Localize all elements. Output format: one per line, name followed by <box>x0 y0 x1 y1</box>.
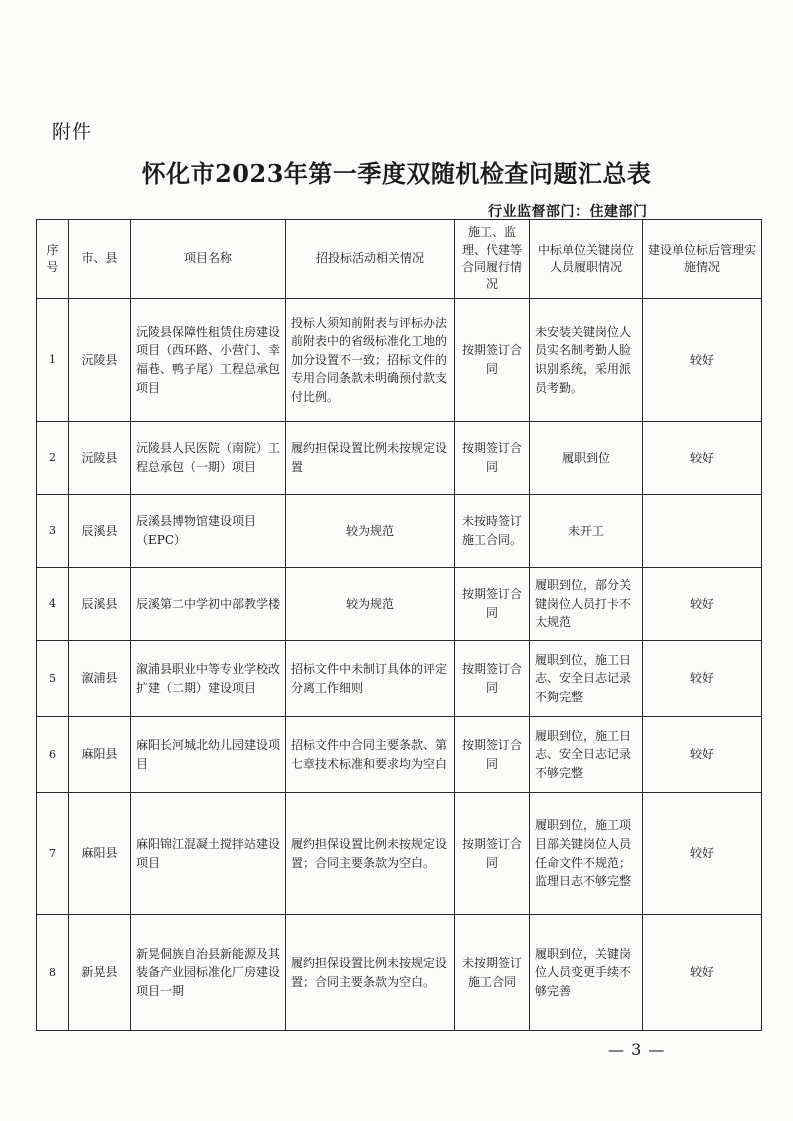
cell-management: 较好 <box>643 915 762 1031</box>
cell-project: 沅陵县人民医院（南院）工程总承包（一期）项目 <box>131 422 286 495</box>
cell-contract: 按期签订合同 <box>455 422 530 495</box>
cell-project: 沅陵县保障性租赁住房建设项目（西环路、小营门、幸福巷、鸭子尾）工程总承包项目 <box>131 299 286 422</box>
cell-county: 沅陵县 <box>69 299 131 422</box>
cell-bidding: 招标文件中合同主要条款、第七章技术标准和要求均为空白 <box>286 717 455 793</box>
table-row <box>37 717 762 793</box>
cell-personnel: 履职到位，关键岗位人员变更手续不够完善 <box>530 915 643 1031</box>
header-county: 市、县 <box>69 220 131 299</box>
cell-management: 较好 <box>643 793 762 915</box>
cell-no: 5 <box>37 641 69 717</box>
cell-project: 麻阳长河城北幼儿园建设项目 <box>131 717 286 793</box>
cell-contract: 按期签订合同 <box>455 793 530 915</box>
cell-county: 溆浦县 <box>69 641 131 717</box>
cell-project: 辰溪县博物馆建设项目（EPC） <box>131 495 286 568</box>
cell-personnel: 未安装关键岗位人员实名制考勤人脸识别系统，采用派员考勤。 <box>530 299 643 422</box>
cell-personnel: 履职到位，部分关键岗位人员打卡不太规范 <box>530 568 643 641</box>
cell-county: 辰溪县 <box>69 495 131 568</box>
cell-no: 1 <box>37 299 69 422</box>
cell-no: 4 <box>37 568 69 641</box>
page-number: — 3 — <box>608 1040 666 1059</box>
cell-bidding: 较为规范 <box>286 495 455 568</box>
cell-county: 麻阳县 <box>69 793 131 915</box>
table-row <box>37 793 762 915</box>
document-title: 怀化市2023年第一季度双随机检查问题汇总表 <box>141 159 652 188</box>
cell-contract: 按期签订合同 <box>455 717 530 793</box>
cell-bidding: 投标人须知前附表与评标办法前附表中的省级标准化工地的加分设置不一致；招标文件的专用合同条款未明确预付款支付比例。 <box>286 299 455 422</box>
cell-project: 麻阳锦江混凝土搅拌站建设项目 <box>131 793 286 915</box>
table-row <box>37 915 762 1031</box>
cell-county: 新晃县 <box>69 915 131 1031</box>
cell-contract: 未按期签订施工合同 <box>455 915 530 1031</box>
cell-management: 较好 <box>643 422 762 495</box>
cell-contract: 未按時签订施工合同。 <box>455 495 530 568</box>
cell-contract: 按期签订合同 <box>455 568 530 641</box>
cell-management <box>643 495 762 568</box>
cell-county: 麻阳县 <box>69 717 131 793</box>
cell-bidding: 履约担保设置比例未按规定设置；合同主要条款为空白。 <box>286 915 455 1031</box>
cell-contract: 按期签订合同 <box>455 641 530 717</box>
cell-management: 较好 <box>643 568 762 641</box>
attachment-label: 附件 <box>52 121 93 143</box>
cell-management: 较好 <box>643 717 762 793</box>
table-row <box>37 568 762 641</box>
cell-project: 溆浦县职业中等专业学校改扩建（二期）建设项目 <box>131 641 286 717</box>
department-label: 行业监督部门：住建部门 <box>488 204 648 220</box>
cell-county: 辰溪县 <box>69 568 131 641</box>
header-bidding: 招投标活动相关情况 <box>286 220 455 299</box>
table-row <box>37 641 762 717</box>
table-row <box>37 495 762 568</box>
header-management: 建设单位标后管理实施情况 <box>643 220 762 299</box>
cell-personnel: 履职到位，施工日志、安全日志记录不夠完整 <box>530 641 643 717</box>
cell-county: 沅陵县 <box>69 422 131 495</box>
cell-bidding: 履约担保设置比例未按规定设置；合同主要条款为空白。 <box>286 793 455 915</box>
header-contract: 施工、监理、代建等合同履行情况 <box>455 220 530 299</box>
header-project: 项目名称 <box>131 220 286 299</box>
cell-no: 8 <box>37 915 69 1031</box>
cell-management: 较好 <box>643 299 762 422</box>
cell-contract: 按期签订合同 <box>455 299 530 422</box>
inspection-table <box>36 219 762 1031</box>
header-no: 序号 <box>37 220 69 299</box>
table-header-row <box>37 220 762 299</box>
header-personnel: 中标单位关键岗位人员履职情况 <box>530 220 643 299</box>
cell-personnel: 履职到位，施工日志、安全日志记录不够完整 <box>530 717 643 793</box>
cell-bidding: 较为规范 <box>286 568 455 641</box>
cell-no: 2 <box>37 422 69 495</box>
table-row <box>37 299 762 422</box>
cell-bidding: 履约担保设置比例未按规定设置 <box>286 422 455 495</box>
cell-personnel: 履职到位 <box>530 422 643 495</box>
cell-project: 辰溪第二中学初中部教学楼 <box>131 568 286 641</box>
table-row <box>37 422 762 495</box>
cell-personnel: 履职到位，施工项目部关键岗位人员任命文件不规范；监理日志不够完整 <box>530 793 643 915</box>
cell-no: 7 <box>37 793 69 915</box>
cell-no: 3 <box>37 495 69 568</box>
cell-bidding: 招标文件中未制订具体的评定分离工作细则 <box>286 641 455 717</box>
cell-management: 较好 <box>643 641 762 717</box>
cell-personnel: 未开工 <box>530 495 643 568</box>
cell-project: 新晃侗族自治县新能源及其装备产业园标准化厂房建设项目一期 <box>131 915 286 1031</box>
cell-no: 6 <box>37 717 69 793</box>
